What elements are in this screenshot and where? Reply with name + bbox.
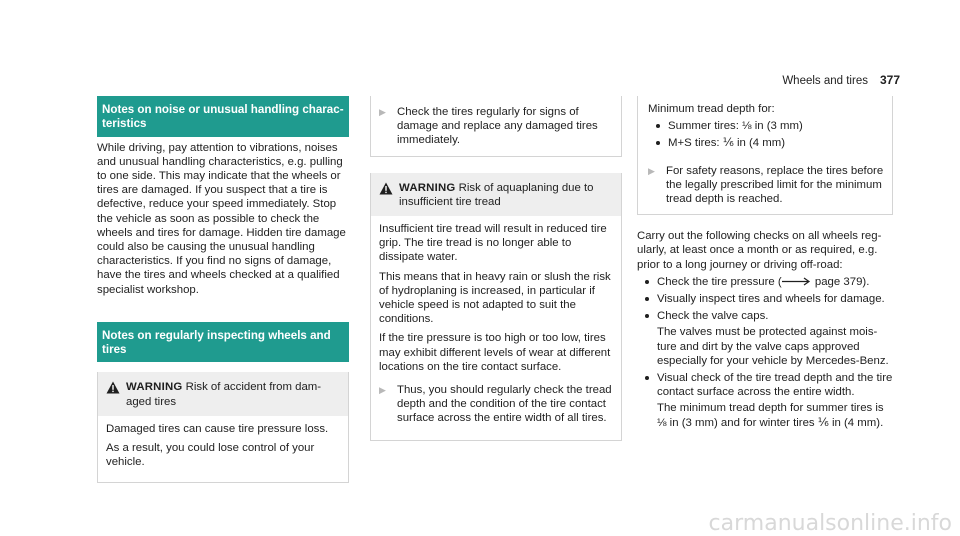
step-arrow-icon: ▶ xyxy=(379,107,386,117)
page-ref-link[interactable]: page 379 xyxy=(814,275,863,288)
step-check-tires xyxy=(371,96,621,156)
column-3 xyxy=(637,96,893,433)
step-text: For safety reasons, replace the tires before the legally prescribed limit for the minimum tread depth is reached. xyxy=(666,164,884,206)
warning-text-2: This means that in heavy rain or slush the risk of hydroplaning is increased, in particular if vehicle speed is not adapted to suit the conditions. xyxy=(379,270,611,326)
list-item: Visually inspect tires and wheels for damage. xyxy=(637,292,893,306)
section-heading-inspect: Notes on regularly inspecting wheels and tires xyxy=(97,322,349,363)
warning-title: Risk of accident from damaged tires xyxy=(126,381,322,408)
warning-header xyxy=(98,372,348,415)
page-header xyxy=(782,73,900,88)
warning-triangle-icon xyxy=(106,381,120,394)
step-arrow-icon: ▶ xyxy=(648,165,655,176)
warning-text-2: As a result, you could lose control of your vehicle. xyxy=(106,442,315,469)
column-2 xyxy=(370,96,622,441)
list-item: M+S tires: ⅙ in (4 mm) xyxy=(648,136,884,150)
warning-text-1: Insufficient tire tread will result in reduced tire grip. The tire tread is no longer able to dissipate water. xyxy=(379,223,607,264)
step-check-tread xyxy=(379,379,613,432)
list-item xyxy=(637,275,893,289)
step-text: Check the tires regularly for signs of damage and replace any damaged tires immediately. xyxy=(397,106,598,147)
step-arrow-icon: ▶ xyxy=(379,385,386,396)
check-text: Check the tire pressure ( xyxy=(657,275,782,288)
checks-intro: Carry out the following checks on all wheels regularly, at least once a month or as required, e.g. prior to a long journey or driving off-road: xyxy=(637,230,882,271)
warning-title: Risk of aquaplaning due to insufficient tire tread xyxy=(399,181,594,208)
list-item xyxy=(637,371,893,430)
step-text: Thus, you should regularly check the tread depth and the condition of the tire contact surface across the entire width of all tires. xyxy=(397,384,612,425)
warning-body xyxy=(98,416,348,483)
warning-label: WARNING xyxy=(126,381,183,394)
page-number: 377 xyxy=(879,73,900,87)
min-tread-box xyxy=(637,96,893,215)
check-text: Visual check of the tire tread depth and the tire contact surface across the entire width. xyxy=(657,372,893,399)
list-item: Summer tires: ⅛ in (3 mm) xyxy=(648,119,884,133)
page-header-title: Wheels and tires xyxy=(782,75,868,87)
warning-box-aquaplaning xyxy=(370,173,622,441)
warning-text-1: Damaged tires can cause tire pressure loss. xyxy=(106,422,329,435)
step-box-check-tires xyxy=(370,96,622,157)
page-ref-arrow-icon xyxy=(782,277,812,286)
section-heading-noise: Notes on noise or unusual handling characteristics xyxy=(97,96,349,137)
warning-body xyxy=(371,216,621,440)
warning-box-damaged-tires xyxy=(97,372,349,483)
list-item xyxy=(637,309,893,368)
warning-label: WARNING xyxy=(399,181,456,194)
noise-body: While driving, pay attention to vibrations, noises and unusual handling characteristics, e.g. pulling to one side. This may indicate that the wheels or tires are damaged. If you suspect that a tire is defective, reduce your speed immediately. Stop the vehicle as soon as possible to check the wheels and tires for damage. Hidden tire damage could also be causing the unusual handling characteristics. If you find no signs of damage, have the tires and wheels checked at a qualified specialist workshop. xyxy=(97,141,346,296)
check-text: ). xyxy=(862,275,870,288)
warning-triangle-icon xyxy=(379,182,393,195)
check-subtext: The minimum tread depth for summer tires is ⅛ in (3 mm) and for winter tires ⅙ in (4 mm). xyxy=(657,402,884,429)
watermark: carmanualsonline.info xyxy=(708,510,952,536)
min-tread-title: Minimum tread depth for: xyxy=(648,103,775,115)
column-1 xyxy=(97,96,349,483)
checks-list xyxy=(637,275,893,430)
min-tread-list xyxy=(648,119,884,150)
warning-header xyxy=(371,173,621,216)
warning-text-3: If the tire pressure is too high or too low, tires may exhibit different levels of wear at different locations on the tire contact surface. xyxy=(379,332,611,373)
step-replace-tires xyxy=(648,154,884,207)
check-text: Check the valve caps. xyxy=(657,310,769,323)
check-subtext: The valves must be protected against moisture and dirt by the valve caps approved especially for your vehicle by Mercedes-Benz. xyxy=(657,326,889,367)
